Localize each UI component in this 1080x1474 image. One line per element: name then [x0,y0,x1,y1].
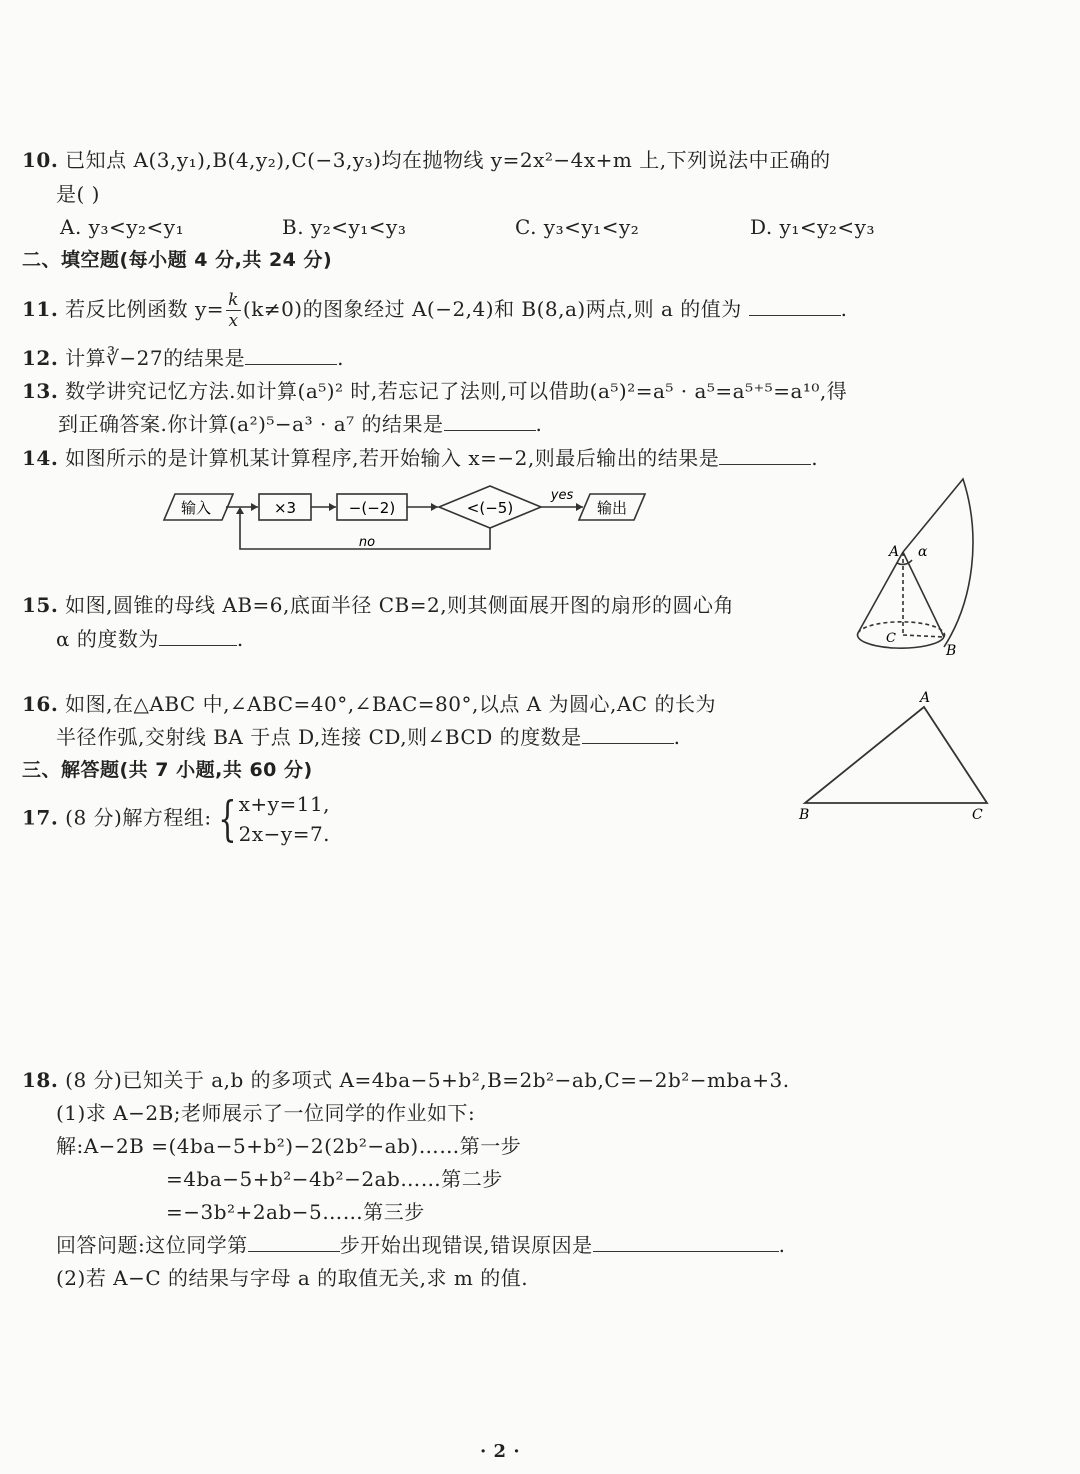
flow-input-label: 输入 [180,499,212,517]
q14-end: . [811,446,819,470]
q18-step3: =−3b²+2ab−5……第三步 [166,1200,425,1224]
flow-output-label: 输出 [596,499,628,517]
q18-answer-mid: 步开始出现错误,错误原因是 [339,1233,593,1257]
flow-yes-label: yes [550,488,574,503]
triangle-label-b: B [799,807,810,823]
q13-number: 13. [22,379,59,403]
q14-text: 如图所示的是计算机某计算程序,若开始输入 x=−2,则最后输出的结果是 [65,446,720,470]
q13-text1: 数学讲究记忆方法.如计算(a⁵)² 时,若忘记了法则,可以借助(a⁵)²=a⁵ · a⁵=a⁵⁺⁵=a¹⁰,得 [65,379,848,403]
q18-answer-end: . [778,1233,786,1257]
q11-pre: 若反比例函数 y= [65,297,225,321]
q12-number: 12. [22,346,59,370]
q17-eq2: 2x−y=7. [238,822,331,846]
q11-fraction-denominator: x [228,311,239,331]
q10-number: 10. [22,148,59,172]
q11-fraction-numerator: k [228,290,239,310]
cone-label-alpha: α [918,544,928,560]
q18-text1: (8 分)已知关于 a,b 的多项式 A=4ba−5+b²,B=2b²−ab,C=−2b²−mba+3. [65,1068,790,1092]
q18-step2: =4ba−5+b²−4b²−2ab……第二步 [166,1167,503,1191]
cone-label-a: A [889,544,900,560]
q18-answer-line [56,1231,785,1259]
q11-number: 11. [22,297,59,321]
q16-text2: 半径作弧,交射线 BA 于点 D,连接 CD,则∠BCD 的度数是 [56,725,582,749]
flow-condition-label: <(−5) [466,499,514,517]
q10-stem-cont: 是( ) [56,182,100,206]
q18-step-blank[interactable] [248,1231,340,1252]
triangle-label-c: C [972,807,983,823]
q17-system [239,789,330,849]
flow-multiply-label: ×3 [273,499,297,517]
q13-end: . [535,412,543,436]
q17-brace: { [217,791,237,847]
q10-option-d: D. y₁<y₂<y₃ [750,215,876,239]
q10-option-b: B. y₂<y₁<y₃ [282,215,407,239]
flow-no-label: no [358,535,376,550]
q15-end: . [236,627,244,651]
q18-line1 [22,1066,790,1094]
triangle-abc [805,707,987,803]
q15-number: 15. [22,593,59,617]
q18-answer-pre: 回答问题:这位同学第 [56,1233,248,1257]
q16-number: 16. [22,692,59,716]
q15-text1: 如图,圆锥的母线 AB=6,底面半径 CB=2,则其侧面展开图的扇形的圆心角 [65,593,735,617]
q18-part2: (2)若 A−C 的结果与字母 a 的取值无关,求 m 的值. [56,1266,529,1290]
q12-text: 计算∛−27的结果是 [65,346,246,370]
triangle-label-a: A [920,690,931,706]
cone-label-c: C [886,631,896,646]
q10-option-a: A. y₃<y₂<y₁ [60,215,185,239]
page-number: · 2 · [480,1441,521,1462]
section-solve-heading: 三、解答题(共 7 小题,共 60 分) [22,759,313,781]
section-fill-blank-heading: 二、填空题(每小题 4 分,共 24 分) [22,249,333,271]
q10-option-c: C. y₃<y₁<y₂ [515,215,640,239]
q11-end: . [840,297,848,321]
q15-text2: α 的度数为 [56,627,159,651]
q10-text: 已知点 A(3,y₁),B(4,y₂),C(−3,y₃)均在抛物线 y=2x²−4x+m 上,下列说法中正确的 [65,148,831,172]
flow-subtract-label: −(−2) [348,499,396,517]
cone-label-b: B [946,643,957,659]
q12-end: . [337,346,344,370]
q18-reason-blank[interactable] [593,1231,779,1252]
q18-step1: 解:A−2B =(4ba−5+b²)−2(2b²−ab)……第一步 [56,1134,522,1158]
q17-eq1: x+y=11, [238,792,331,816]
q16-text1: 如图,在△ABC 中,∠ABC=40°,∠BAC=80°,以点 A 为圆心,AC 的长为 [65,692,716,716]
q17 [22,789,330,849]
q17-number: 17. [22,805,59,830]
q11-post: (k≠0)的图象经过 A(−2,4)和 B(8,a)两点,则 a 的值为 [242,297,742,321]
q18-part1: (1)求 A−2B;老师展示了一位同学的作业如下: [56,1101,476,1125]
q18-number: 18. [22,1068,59,1092]
q14-number: 14. [22,446,59,470]
q13-text2: 到正确答案.你计算(a²)⁵−a³ · a⁷ 的结果是 [58,412,444,436]
q17-pre: (8 分)解方程组: [65,805,212,830]
q16-end: . [673,725,681,749]
